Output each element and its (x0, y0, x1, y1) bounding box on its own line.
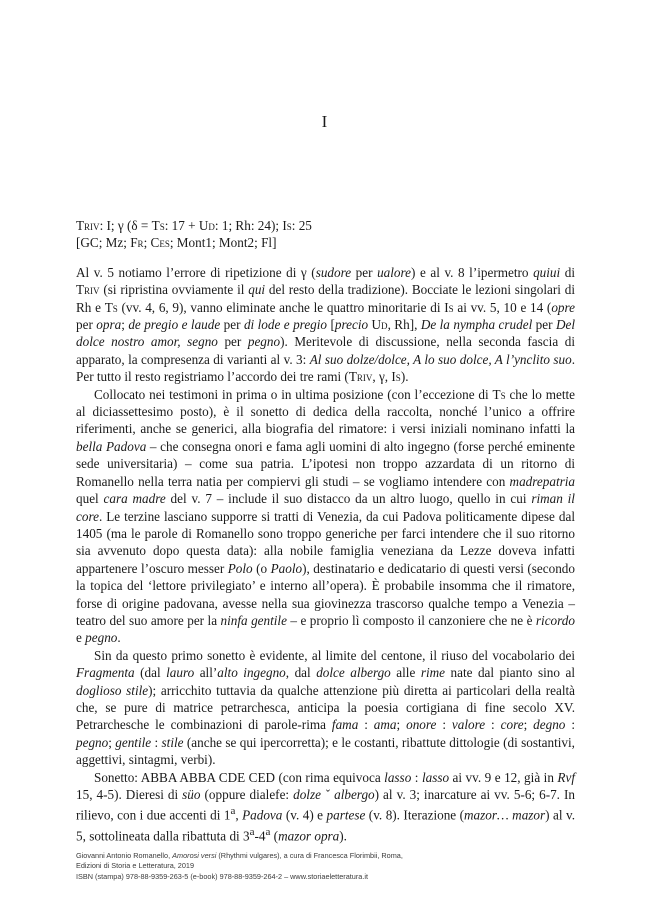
text-run: ), destinatario e dedicatario di questi versi (secondo la topica del ‘lettore privilegiato’ e interno all’opera). È probabile insomma che il rimatore, forse di origine padovana, avesse nella sua giovinezza trascorso qualche tempo a Venezia – teatro del suo amore per la (76, 560, 575, 628)
paragraph-3 (76, 647, 575, 769)
italic-run: mazor… mazor (464, 807, 546, 823)
italic-run: di lode e pregio (243, 317, 328, 333)
text-run: ; (396, 717, 407, 733)
text-run: per (220, 317, 244, 333)
text-run: Sin da questo primo sonetto è evidente, al limite del centone, il riuso del vocabolario dei (94, 647, 575, 663)
italic-run: süo (182, 787, 201, 802)
italic-run: Fragmenta (76, 665, 135, 681)
italic-run: fama (331, 717, 359, 733)
text-run: (o (252, 560, 271, 576)
text-run: 15, 4-5). Dieresi di (76, 787, 183, 802)
text-run: (Rhythmi vulgares), a cura di Francesca Florimbii, Roma, (216, 851, 403, 860)
italic-run: lasso (384, 769, 412, 785)
text-run: nate dal pianto sino al (445, 665, 575, 681)
text-run: ) e al v. 8 l’ipermetro (411, 264, 534, 280)
text-run: [GC; Mz; (76, 235, 131, 251)
italic-run: Al suo dolze/dolce, A lo suo dolce, A l’ynclito suo (309, 351, 572, 367)
paragraph-1 (76, 264, 575, 386)
italic-run: lauro (166, 665, 195, 681)
paragraph-2 (76, 386, 575, 647)
siglum: Ud (198, 218, 215, 233)
siglum: Is (282, 218, 292, 233)
italic-run: stile (161, 734, 184, 750)
text-run: che lo mette al diciassettesimo posto), è il sonetto di dedica della raccolta, nonché l’unico a offrire riferimenti, anche se generici, alla biografia del rimatore: i versi iniziali nominano infatti la (76, 386, 575, 437)
text-run: ) al v. 5, sottolineata dalla ribattuta di 3 (76, 807, 576, 844)
text-run: per (351, 264, 378, 280)
siglum: Ud (371, 317, 388, 333)
text-run: Collocato nei testimoni in prima o in ultima posizione (con l’eccezione di (94, 386, 493, 402)
italic-run: core (500, 717, 524, 733)
italic-run: Del dolce nostro amor, segno (76, 317, 576, 350)
italic-run: precio (334, 317, 369, 333)
text-run: : (151, 734, 162, 750)
italic-run: valore (451, 717, 486, 733)
italic-run: quiui (533, 264, 561, 280)
text-run: ; (121, 317, 129, 333)
text-run: , γ, (372, 369, 392, 385)
text-run: Sonetto: ABBA ABBA CDE CED (con rima equivoca (94, 769, 385, 785)
italic-run: Paolo (270, 560, 303, 576)
italic-run: riman il core (76, 491, 575, 524)
siglum: Ts (151, 218, 165, 233)
italic-run: pegno (247, 334, 281, 350)
italic-run: rime (420, 665, 445, 681)
siglum: Fr (130, 235, 144, 251)
footer-line-1 (76, 851, 575, 861)
italic-run: pegno (76, 734, 109, 750)
superscript: a (230, 805, 236, 818)
siglum: Ts (492, 386, 506, 402)
text-run: ; (143, 235, 151, 251)
text-run: ) al v. 3; inarcature ai vv. 5-6; 6-7. In rilievo, con i due accenti di 1 (76, 787, 575, 823)
italic-run: pegno (85, 630, 118, 646)
text-run: : 25 (291, 218, 312, 233)
text-run: : I; γ (δ = (99, 218, 152, 233)
text-run: : (565, 717, 575, 733)
text-run: ; (108, 734, 116, 750)
text-run: . (117, 630, 121, 646)
italic-run: qui (248, 282, 266, 298)
siglum: Triv (76, 218, 100, 233)
text-run: : (411, 769, 422, 785)
publication-footer (76, 851, 575, 882)
text-run: ; (523, 717, 534, 733)
text-run: (si ripristina ovviamente il (99, 282, 249, 298)
witness-line-1 (76, 217, 575, 234)
siglum: Ces (150, 235, 170, 251)
text-run: di (560, 264, 575, 280)
siglum: Is (391, 369, 401, 385)
text-run: Giovanni Antonio Romanello, (76, 851, 173, 860)
text-run: [ (327, 317, 335, 333)
text-run: quel (76, 491, 104, 507)
text-run: per (76, 317, 97, 333)
text-run: del v. 7 – include il suo distacco da un altro luogo, quello in cui (165, 491, 532, 507)
italic-run: lasso (421, 769, 450, 785)
italic-run: de pregio e laude (128, 317, 221, 333)
italic-run: Polo (227, 560, 253, 576)
italic-run: onore (406, 717, 437, 733)
text-run: , Rh], (387, 317, 421, 333)
section-heading: I (321, 112, 329, 131)
italic-run: sudore (315, 264, 352, 280)
italic-run: mazor opra (278, 828, 340, 844)
text-run: (oppure dialefe: (200, 787, 294, 802)
text-run: e (76, 630, 86, 646)
italic-run: madrepatria (509, 473, 575, 489)
italic-run: ninfa gentile (220, 612, 287, 628)
italic-run: De la nympha crudel (420, 317, 533, 333)
text-run: – che consegna onori e fama agli uomini di alto ingegno (forse perché eminente sede universitaria) – come sua patria. L’ipotesi non troppo azzardata di un ritorno di Romanello nella terra natia per compiervi gli studi – se vogliamo intendere con (76, 438, 575, 489)
italic-run: ama (373, 717, 397, 733)
commentary (76, 264, 575, 845)
italic-run: alto ingegno (217, 665, 286, 681)
text-run: (v. 8). Iterazione ( (365, 807, 465, 823)
italic-run: bella Padova (76, 438, 147, 454)
text-run: ). (400, 369, 409, 385)
text-run: (anche se qui ipercorretta); e le costanti, ribattute dittologie (di sostantivi, aggettivi, sintagmi, verbi). (76, 734, 575, 768)
paragraph-4 (76, 769, 575, 845)
text-run: ai vv. 5, 10 e 14 ( (453, 299, 552, 315)
text-run: : (358, 717, 374, 733)
text-run: (dal (134, 665, 167, 681)
text-run: all’ (194, 665, 218, 681)
italic-run: opre (551, 299, 575, 315)
text-run: ). Meritevole di discussione, nella seconda fascia di apparato, la compresenza di varianti al v. 3: (76, 334, 575, 367)
text-run: alle (390, 665, 421, 681)
superscript: a (249, 826, 255, 839)
text-run: ( (270, 828, 279, 844)
siglum: Ts (104, 299, 118, 315)
text-run: . Per tutto il resto registriamo l’accordo dei tre rami ( (76, 351, 575, 385)
italic-run: dolce albergo (316, 665, 391, 681)
text-run: -4 (254, 828, 266, 844)
body-text (76, 217, 575, 845)
italic-run: Amorosi versi (172, 851, 217, 860)
italic-run: opra (96, 317, 122, 333)
siglum: Is (444, 299, 454, 315)
text-run: (v. 4) e (282, 807, 327, 823)
text-run: : 17 + (164, 218, 199, 233)
text-run: del resto della tradizione). Bocciate le lezioni singolari di Rh e (76, 282, 575, 315)
siglum: Triv (76, 282, 100, 298)
italic-run: ricordo (535, 612, 575, 628)
siglum: Triv (348, 369, 373, 385)
italic-run: gentile (115, 734, 152, 750)
text-run: , dal (285, 665, 317, 681)
text-run: ); arricchito tuttavia da qualche attenzione più diretta ai particolari della realtà che, se pure di matrice petrarchesca, anticipa la poesia cortigiana di fine secolo XV. Petrarchesche le combinazioni di parole-rima (76, 682, 575, 733)
italic-run: doglioso stile (76, 682, 149, 698)
italic-run: partese (326, 807, 366, 823)
text-run: per (217, 334, 248, 350)
text-run: , (235, 807, 243, 823)
text-run: : (485, 717, 501, 733)
italic-run: degno (533, 717, 566, 733)
text-run: : 1; Rh: 24); (214, 218, 283, 233)
italic-run: Rvf (557, 769, 575, 785)
italic-run: cara madre (103, 491, 166, 507)
superscript: a (265, 826, 271, 839)
italic-run: Padova (242, 807, 283, 823)
text-run: (vv. 4, 6, 9), vanno eliminate anche le quattro minoritarie di (117, 299, 445, 315)
text-run: : (436, 717, 452, 733)
witness-line-2 (76, 234, 575, 251)
italic-run: dolze ˇ albergo (293, 787, 375, 802)
text-run: Al v. 5 notiamo l’errore di ripetizione di γ ( (76, 264, 316, 280)
footer-line-2: Edizioni di Storia e Letteratura, 2019 (76, 861, 195, 871)
text-run: ai vv. 9 e 12, già in (449, 769, 558, 785)
text-run: . Le terzine lasciano supporre si tratti di Venezia, da cui Padova politicamente dipese dal 1405 (ma le parole di Romanello sono troppo generiche per farci intendere che il suo ritorno sia avvenuto dopo questa data): alla nobile famiglia veneziana da Lezze doveva infatti appartenere l’oscuro messer (76, 508, 575, 576)
italic-run: ualore (377, 264, 412, 280)
text-run: ). (339, 828, 347, 844)
text-run: – e proprio lì composto il canzoniere che ne è (286, 612, 536, 628)
text-run: ; Mont1; Mont2; Fl] (169, 235, 277, 251)
text-run: per (532, 317, 556, 333)
footer-line-3: ISBN (stampa) 978-88-9359-263-5 (e-book) 978-88-9359-264-2 – www.storiaeletteratura.it (76, 871, 369, 881)
